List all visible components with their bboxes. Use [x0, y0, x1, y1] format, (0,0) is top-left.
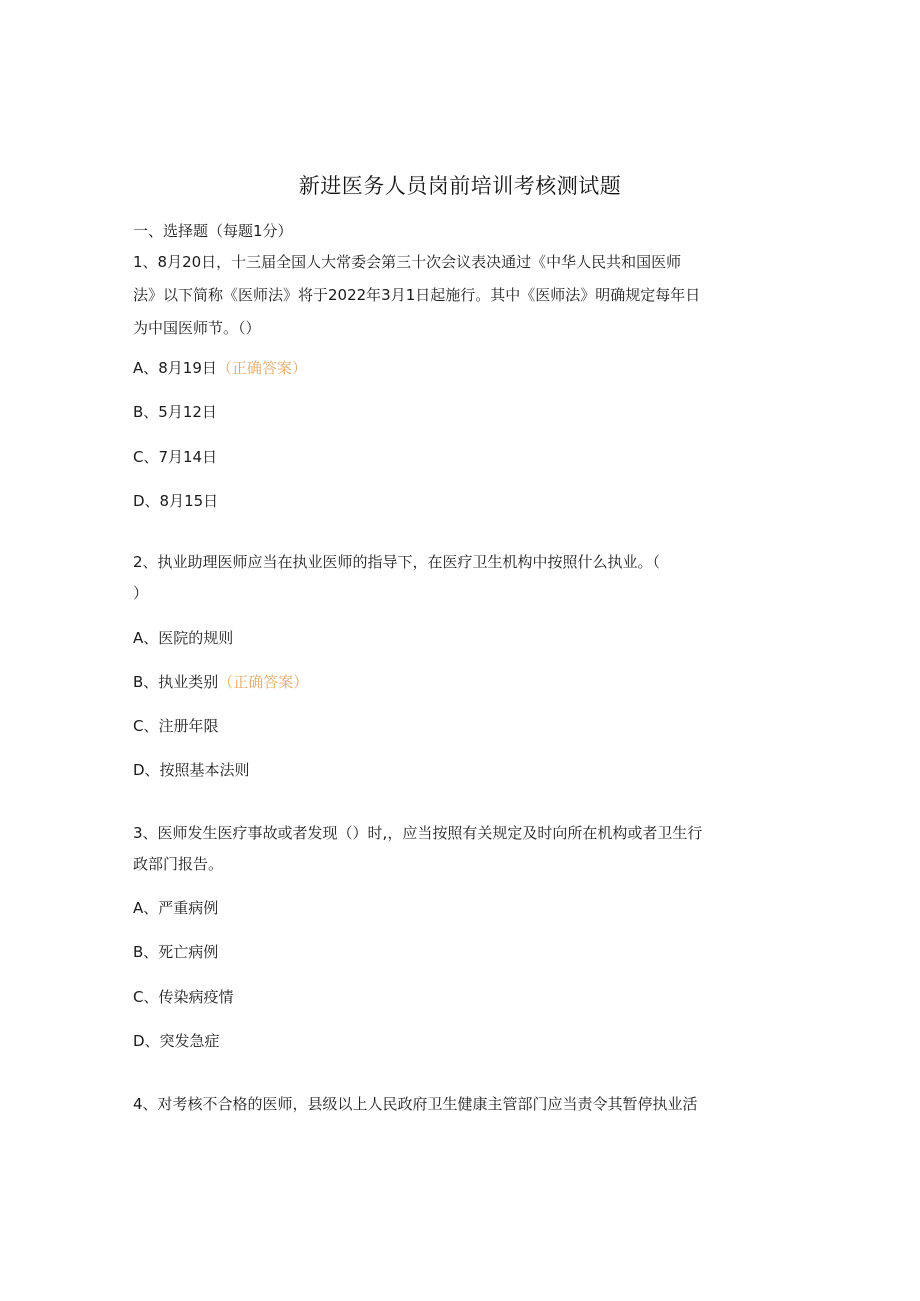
question-text-line: 1、8月20日，十三届全国人大常委会第三十次会议表决通过《中华人民共和国医师: [133, 253, 682, 271]
question-text-line: 法》以下简称《医师法》将于2022年3月1日起施行。其中《医师法》明确规定每年日: [133, 286, 701, 304]
question-text-line: 3、医师发生医疗事故或者发现（）时,，应当按照有关规定及时向所在机构或者卫生行: [133, 824, 703, 842]
option-label: A、8月19日: [133, 359, 217, 377]
option-d: D、按照基本法则: [133, 761, 250, 779]
option-c: C、7月14日: [133, 448, 218, 466]
option-a: [133, 358, 307, 378]
option-a: A、医院的规则: [133, 629, 234, 647]
correct-answer-tag: （正确答案）: [218, 673, 309, 691]
question-text-line: 2、执业助理医师应当在执业医师的指导下，在医疗卫生机构中按照什么执业。（: [133, 553, 661, 571]
option-d: D、8月15日: [133, 492, 219, 510]
option-c: C、传染病疫情: [133, 988, 234, 1006]
question-text-line: 政部门报告。: [133, 855, 224, 873]
question-text-line: 4、对考核不合格的医师，县级以上人民政府卫生健康主管部门应当责令其暂停执业活: [133, 1095, 698, 1113]
question-text-line: 为中国医师节。（）: [133, 319, 261, 337]
section-heading: 一、选择题（每题1分）: [133, 222, 293, 240]
option-b: B、5月12日: [133, 403, 217, 421]
option-b: [133, 672, 308, 692]
correct-answer-tag: （正确答案）: [216, 359, 307, 377]
option-b: B、死亡病例: [133, 943, 219, 961]
question-text-line: ）: [133, 584, 149, 602]
option-a: A、严重病例: [133, 899, 219, 917]
option-d: D、突发急症: [133, 1032, 220, 1050]
option-c: C、注册年限: [133, 717, 219, 735]
option-label: B、执业类别: [133, 673, 219, 691]
document-title: 新进医务人员岗前培训考核测试题: [298, 174, 622, 198]
